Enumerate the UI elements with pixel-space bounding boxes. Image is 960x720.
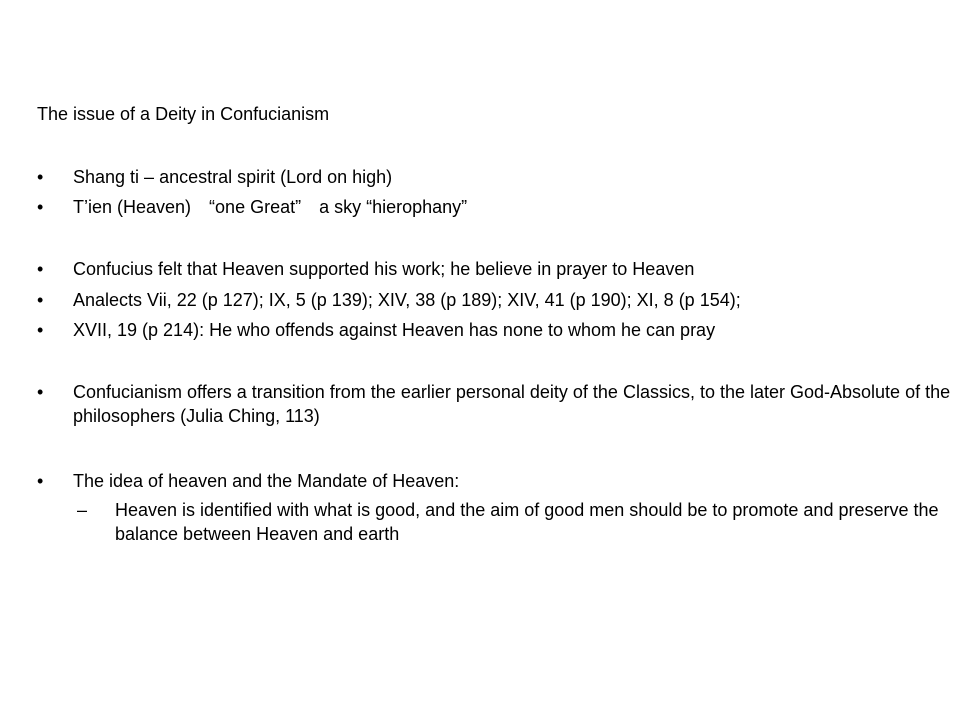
sub-bullet-text: Heaven is identified with what is good, and the aim of good men should be to promote and preserve the balance between Heaven and earth [115, 500, 939, 544]
bullet-text: Confucius felt that Heaven supported his work; he believe in prayer to Heaven [73, 259, 695, 279]
bullet-text: Confucianism offers a transition from the earlier personal deity of the Classics, to the later God-Absolute of the philosophers (Julia Ching, 113) [73, 382, 951, 426]
bullet-text: The idea of heaven and the Mandate of Heaven: [73, 471, 460, 491]
bullet-icon: • [37, 167, 44, 187]
bullet-text: Shang ti – ancestral spirit (Lord on high) [73, 167, 393, 187]
bullet-text [73, 195, 467, 219]
bullet-icon: • [37, 197, 44, 217]
hierophany-text: a sky “hierophany” [319, 197, 468, 217]
bullet-icon: • [37, 382, 44, 402]
bullet-text: XVII, 19 (p 214): He who offends against Heaven has none to whom he can pray [73, 320, 716, 340]
tien-heaven-text: T’ien (Heaven) [73, 197, 192, 217]
bullet-text: Analects Vii, 22 (p 127); IX, 5 (p 139); XIV, 38 (p 189); XIV, 41 (p 190); XI, 8 (p 154); [73, 290, 741, 310]
slide-title: The issue of a Deity in Confucianism [37, 104, 330, 124]
bullet-icon: • [37, 471, 44, 491]
bullet-icon: • [37, 259, 44, 279]
dash-icon: – [77, 500, 88, 520]
one-great-text: “one Great” [209, 197, 302, 217]
bullet-icon: • [37, 320, 44, 340]
bullet-icon: • [37, 290, 44, 310]
